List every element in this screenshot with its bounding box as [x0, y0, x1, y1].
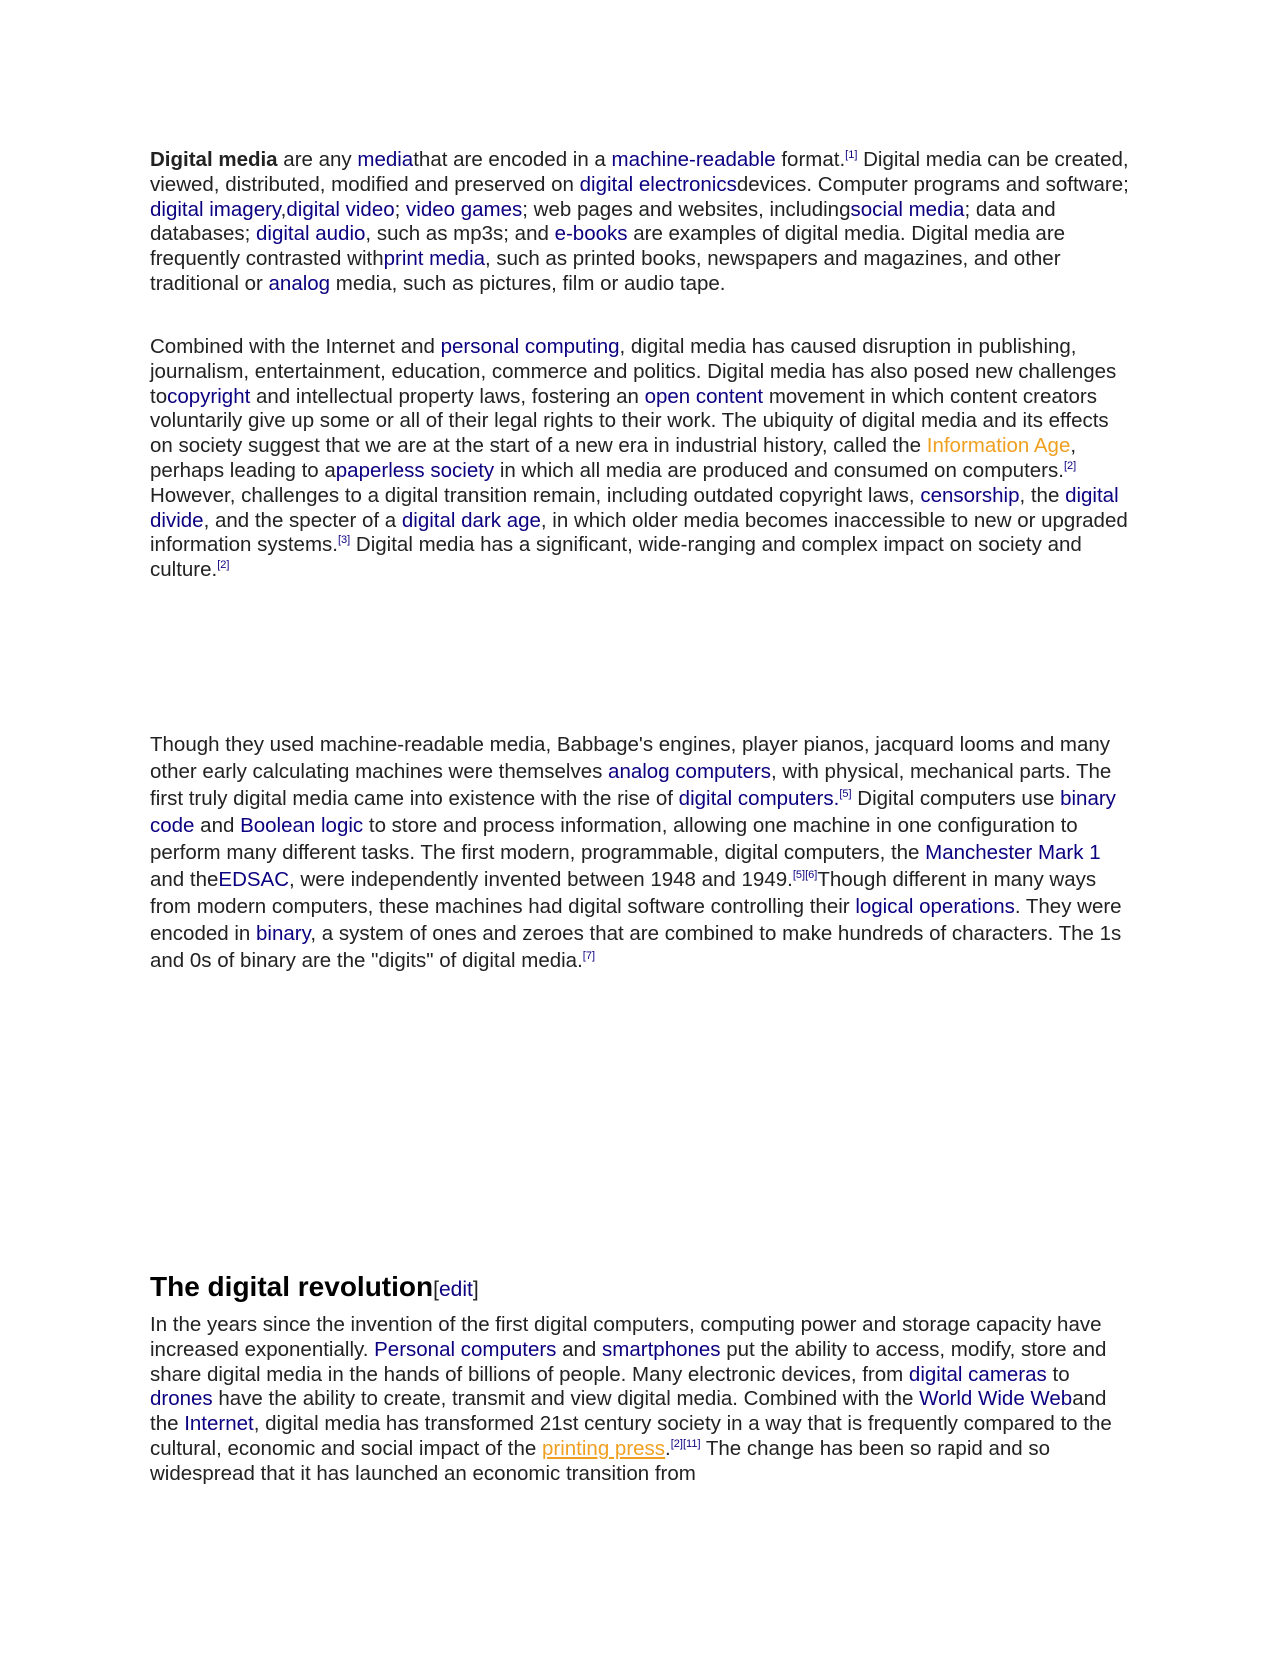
- text: ;: [394, 197, 407, 221]
- link-social-media[interactable]: social media: [850, 197, 965, 221]
- link-print-media[interactable]: print media: [383, 247, 486, 271]
- citation-11[interactable]: [11]: [682, 1438, 701, 1451]
- link-binary[interactable]: binary: [256, 922, 311, 945]
- text: Combined with the Internet and: [150, 335, 441, 358]
- text: ; data and databases;: [150, 197, 1056, 246]
- text: , digital media has transformed 21st century society in a way that is frequently compared to the cultural, economic and social impact of the: [150, 1412, 1112, 1460]
- link-information-age[interactable]: Information Age: [926, 434, 1071, 458]
- link-digital-audio[interactable]: digital audio: [256, 222, 366, 246]
- heading-title: The digital revolution: [150, 1271, 434, 1302]
- link-world-wide-web[interactable]: World Wide Web: [919, 1387, 1073, 1411]
- text: movement in which content creators voluntarily give up some or all of their legal rights to their work. The ubiquity of digital media and its effects on society suggest that we are at the start of a new era in industrial history, called the: [150, 384, 1109, 458]
- link-internet[interactable]: Internet: [184, 1412, 254, 1436]
- link-personal-computing[interactable]: personal computing: [440, 335, 620, 358]
- link-drones[interactable]: drones: [150, 1387, 213, 1411]
- edit-section: [433, 1278, 479, 1301]
- text: Though they used machine-readable media, Babbage's engines, player pianos, jacquard looms and many other early calculating machines were themselves: [150, 733, 1111, 783]
- bracket-close: ]: [472, 1278, 479, 1301]
- text: Digital computers use: [851, 787, 1061, 810]
- link-smartphones[interactable]: smartphones: [602, 1337, 721, 1361]
- text: Digital media can be created, viewed, distributed, modified and preserved on: [150, 148, 1129, 196]
- text: . They were encoded in: [150, 895, 1122, 945]
- text: devices. Computer programs and software;: [736, 172, 1129, 196]
- text: , such as mp3s; and: [365, 222, 555, 246]
- text: Digital media has a significant, wide-ranging and complex impact on society and culture.: [150, 533, 1082, 582]
- link-boolean-logic[interactable]: Boolean logic: [240, 814, 364, 837]
- link-censorship[interactable]: censorship: [920, 483, 1020, 507]
- text: in which all media are produced and consumed on computers.: [494, 458, 1064, 482]
- link-edsac[interactable]: EDSAC: [218, 868, 290, 891]
- bracket-open: [: [433, 1278, 439, 1301]
- text: However, challenges to a digital transition remain, including outdated copyright laws,: [150, 483, 921, 507]
- citation-5[interactable]: [5]: [792, 869, 806, 882]
- paragraph-history: [150, 731, 1130, 974]
- text: , such as printed books, newspapers and magazines, and other traditional or: [150, 247, 1061, 295]
- citation-7[interactable]: [7]: [582, 950, 596, 963]
- citation-3[interactable]: [3]: [337, 534, 351, 547]
- citation-2[interactable]: [2]: [670, 1438, 683, 1451]
- link-digital-dark-age[interactable]: digital dark age: [401, 508, 541, 532]
- link-e-books[interactable]: e-books: [554, 222, 628, 246]
- citation-1[interactable]: [1]: [845, 149, 858, 162]
- text: and intellectual property laws, fostering an: [250, 384, 645, 408]
- link-paperless-society[interactable]: paperless society: [335, 458, 495, 482]
- text: have the ability to create, transmit and view digital media. Combined with the: [212, 1387, 920, 1411]
- text: , in which older media becomes inaccessible to new or upgraded information systems.: [150, 508, 1128, 557]
- text: ,: [280, 197, 287, 221]
- text: , the: [1019, 483, 1066, 507]
- text: , digital media has caused disruption in publishing, journalism, entertainment, education, commerce and politics. Digital media has also posed new challenges to: [150, 335, 1117, 408]
- text: In the years since the invention of the first digital computers, computing power and storage capacity have increased exponentially.: [150, 1313, 1102, 1361]
- text: , and the specter of a: [203, 508, 402, 532]
- link-copyright[interactable]: copyright: [167, 384, 251, 408]
- text: and the: [150, 1387, 1107, 1436]
- text: put the ability to access, modify, store and share digital media in the hands of billions of people. Many electronic devices, from: [150, 1337, 1107, 1386]
- text: and: [194, 814, 241, 837]
- text: that are encoded in a: [413, 148, 612, 171]
- link-digital-imagery[interactable]: digital imagery: [150, 197, 281, 221]
- text: to: [1046, 1362, 1070, 1386]
- link-media[interactable]: media: [357, 148, 414, 171]
- text: The change has been so rapid and so widespread that it has launched an economic transition from: [150, 1436, 1051, 1485]
- text: , a system of ones and zeroes that are combined to make hundreds of characters. The 1s and 0s of binary are the "digits" of digital media.: [150, 922, 1122, 972]
- link-logical-operations[interactable]: logical operations: [855, 895, 1015, 918]
- text: , were independently invented between 1948 and 1949.: [289, 868, 793, 891]
- text: format.: [775, 148, 846, 171]
- text: Though different in many ways from modern computers, these machines had digital software controlling their: [150, 868, 1097, 918]
- paragraph-revolution: [150, 1313, 1130, 1487]
- link-digital-divide[interactable]: digital divide: [150, 483, 1119, 532]
- link-digital-computers[interactable]: digital computers.: [678, 787, 840, 810]
- text: .: [665, 1436, 671, 1460]
- link-digital-video[interactable]: digital video: [286, 197, 395, 221]
- term-digital-media: Digital media: [150, 148, 278, 171]
- citation-6[interactable]: [6]: [805, 869, 818, 882]
- citation-5[interactable]: [5]: [839, 788, 852, 801]
- citation-2[interactable]: [2]: [217, 559, 230, 572]
- link-analog[interactable]: analog: [268, 271, 331, 295]
- text: ; web pages and websites, including: [522, 197, 851, 221]
- paragraph-intro: [150, 148, 1130, 297]
- text: are any: [277, 148, 358, 171]
- link-manchester-mark-1[interactable]: Manchester Mark 1: [925, 841, 1101, 864]
- link-digital-cameras[interactable]: digital cameras: [908, 1362, 1047, 1386]
- edit-link[interactable]: edit: [438, 1278, 473, 1301]
- paragraph-impact: [150, 335, 1130, 583]
- text: to store and process information, allowing one machine in one configuration to perform many different tasks. The first modern, programmable, digital computers, the: [150, 814, 1078, 864]
- section-heading-digital-revolution: [150, 1269, 479, 1308]
- link-binary-code[interactable]: binary code: [150, 787, 1116, 837]
- text: , perhaps leading to a: [150, 434, 1077, 482]
- text: media, such as pictures, film or audio tape.: [330, 271, 726, 295]
- link-printing-press[interactable]: printing press: [541, 1436, 666, 1460]
- link-machine-readable[interactable]: machine-readable: [611, 148, 776, 171]
- text: , with physical, mechanical parts. The first truly digital media came into existence with the rise of: [150, 760, 1112, 810]
- link-personal-computers[interactable]: Personal computers: [374, 1337, 557, 1361]
- link-video-games[interactable]: video games: [406, 197, 523, 221]
- text: and the: [150, 868, 219, 891]
- text: and: [556, 1337, 603, 1361]
- text: are examples of digital media. Digital media are frequently contrasted with: [150, 222, 1066, 271]
- link-open-content[interactable]: open content: [644, 384, 764, 408]
- link-analog-computers[interactable]: analog computers: [608, 760, 772, 783]
- citation-2[interactable]: [2]: [1063, 460, 1077, 473]
- link-digital-electronics[interactable]: digital electronics: [579, 172, 737, 196]
